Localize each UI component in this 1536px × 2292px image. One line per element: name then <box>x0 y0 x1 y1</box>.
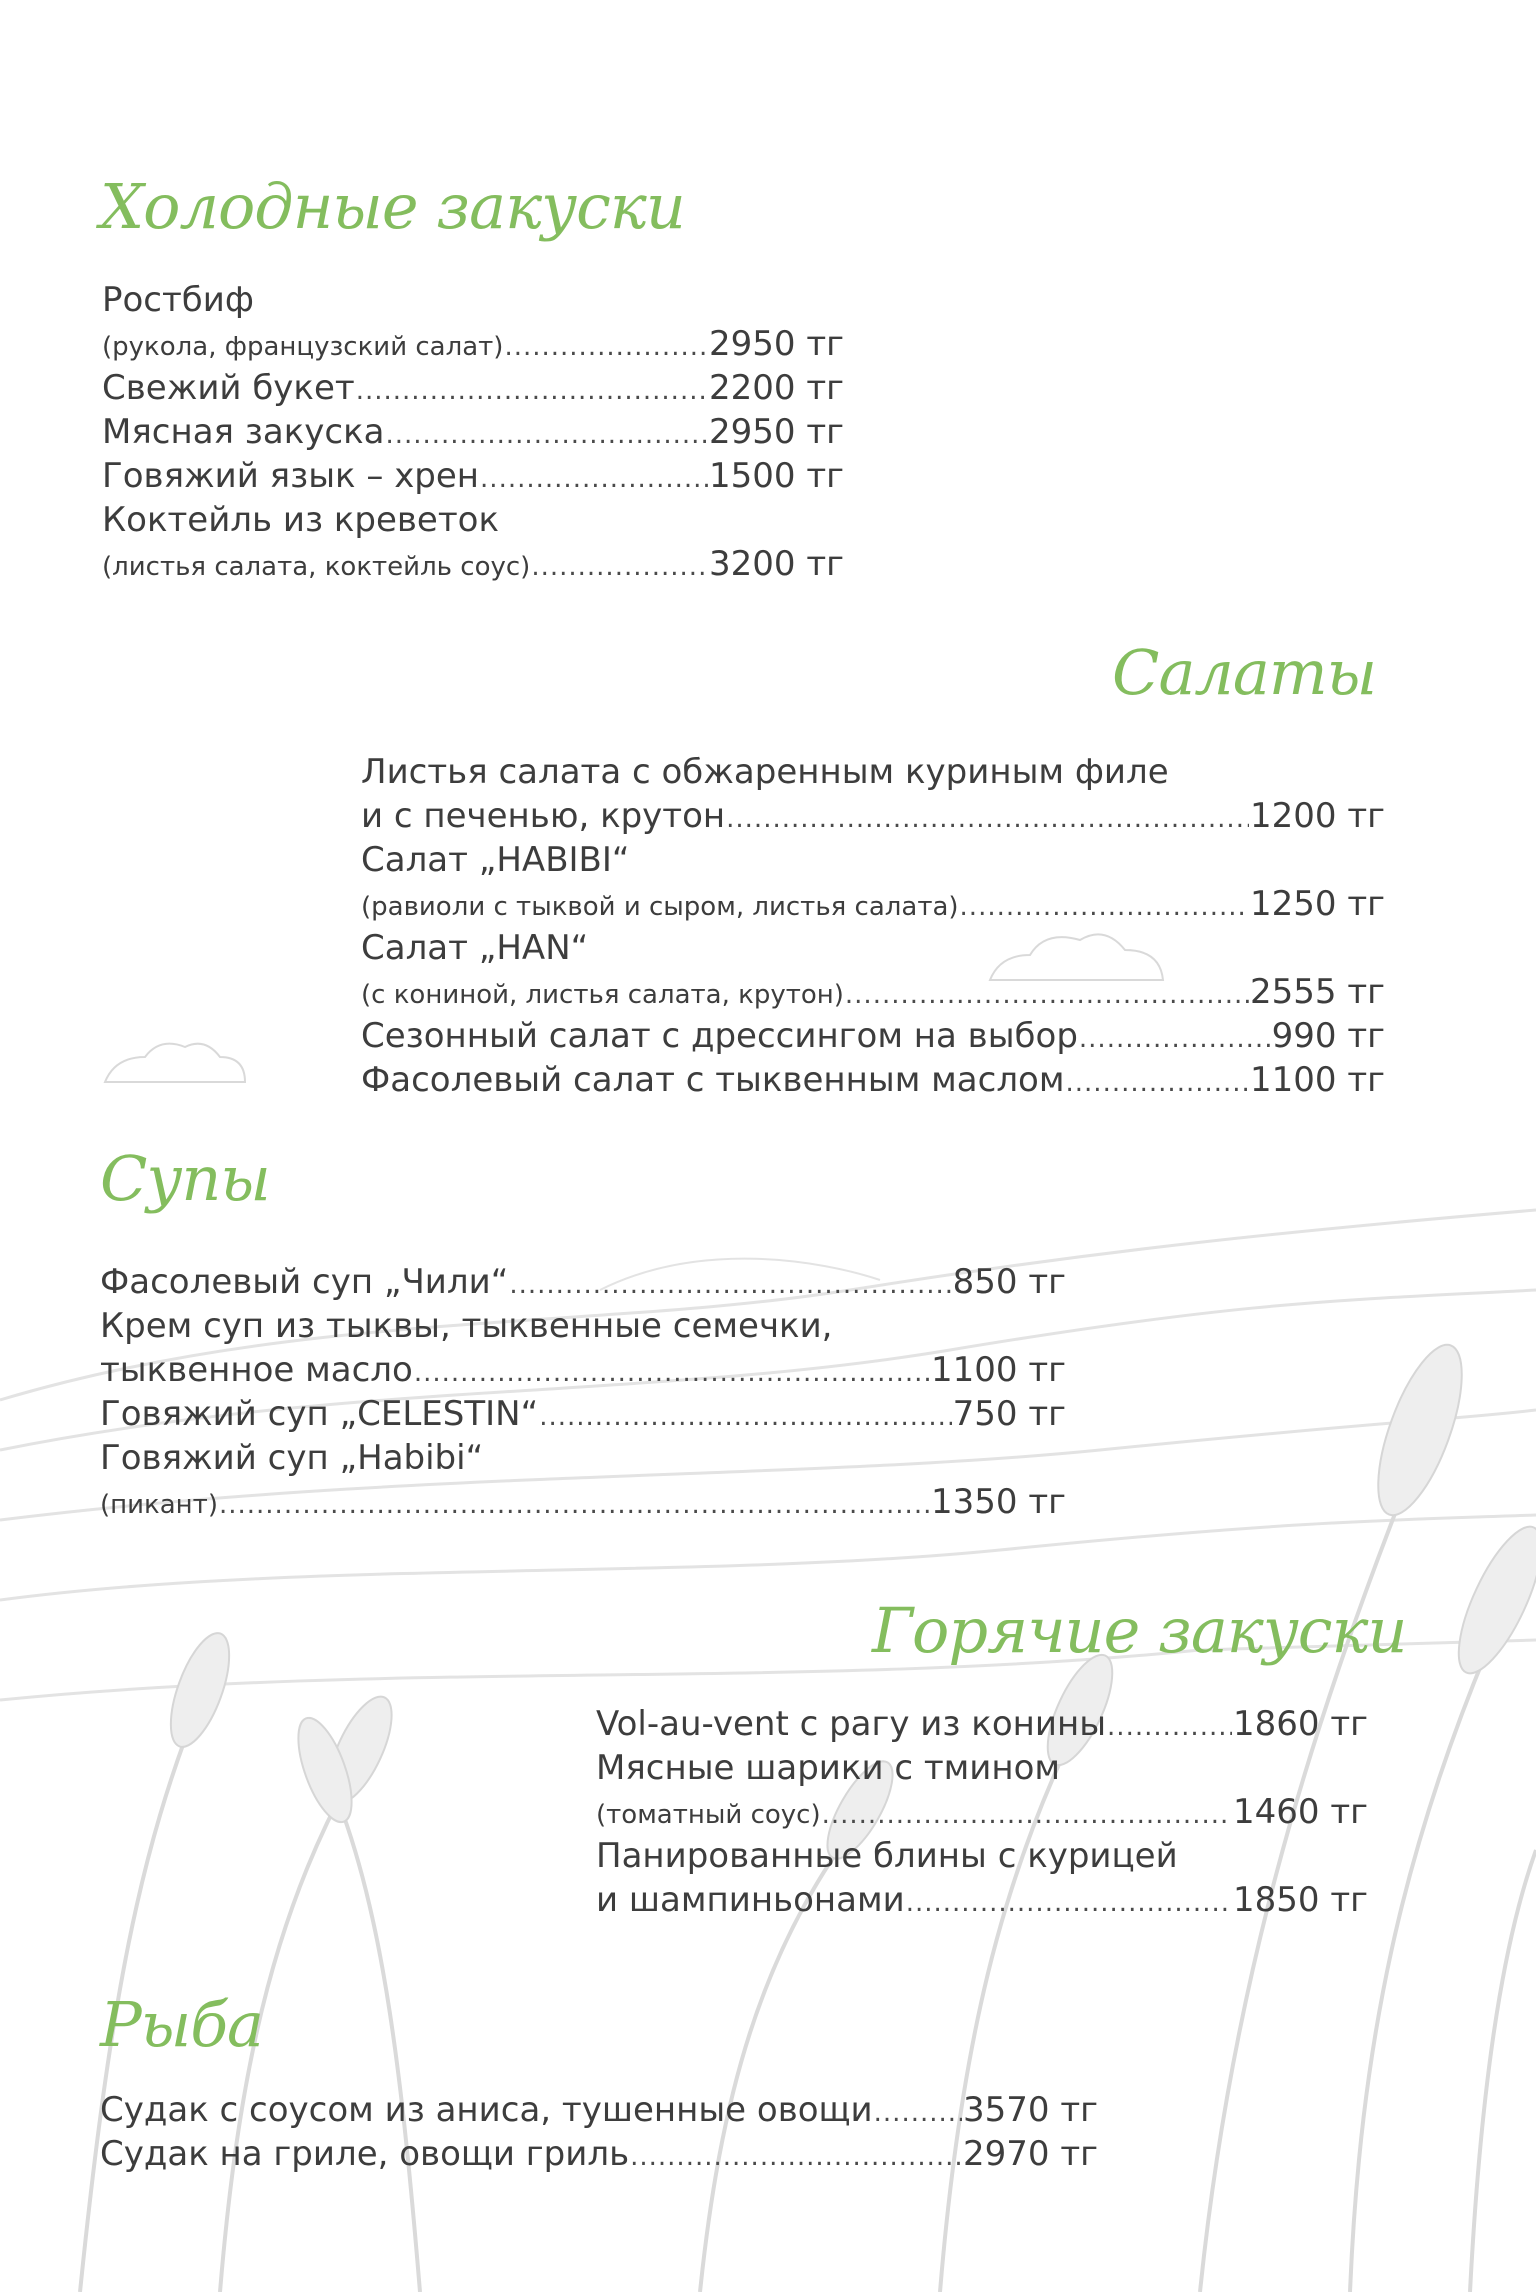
menu-item-vol-au-vent <box>596 1702 1368 1746</box>
menu-item-breaded-pancakes <box>596 1834 1368 1878</box>
menu-item-roast-beef <box>102 278 844 322</box>
item-name: Vol-au-vent с рагу из конины <box>596 1704 1107 1744</box>
menu-item-roast-beef-details <box>102 322 844 366</box>
menu-item-salad-han-details <box>361 970 1385 1014</box>
item-price: 3200 тг <box>708 544 844 584</box>
item-note: (рукола, французский салат) <box>102 332 504 362</box>
item-name: Панированные блины с курицей <box>596 1836 1178 1876</box>
item-price: 1500 тг <box>708 456 844 496</box>
soups-list <box>100 1260 1066 1524</box>
item-price: 750 тг <box>952 1394 1066 1434</box>
item-name: Листья салата с обжаренным куриным филе <box>361 752 1169 792</box>
menu-item-fresh-bouquet <box>102 366 844 410</box>
menu-item-pike-perch-anise <box>100 2088 1098 2132</box>
menu-item-meat-platter <box>102 410 844 454</box>
item-name: Сезонный салат с дрессингом на выбор <box>361 1016 1078 1056</box>
item-note: (листья салата, коктейль соус) <box>102 552 531 582</box>
section-title-fish: Рыба <box>100 1988 264 2061</box>
menu-item-beef-tongue <box>102 454 844 498</box>
section-title-hot-starters: Горячие закуски <box>872 1594 1407 1667</box>
menu-item-shrimp-cocktail-details <box>102 542 844 586</box>
section-cold-starters <box>100 170 685 243</box>
item-price: 1250 тг <box>1249 884 1385 924</box>
salads-list <box>361 750 1385 1102</box>
item-name-cont: тыквенное масло <box>100 1350 413 1390</box>
menu-item-breaded-pancakes-cont <box>596 1878 1368 1922</box>
section-title-soups: Супы <box>100 1142 270 1215</box>
item-price: 2950 тг <box>708 412 844 452</box>
item-name: Фасолевый салат с тыквенным маслом <box>361 1060 1065 1100</box>
menu-item-salad-habibi-details <box>361 882 1385 926</box>
menu-item-shrimp-cocktail <box>102 498 844 542</box>
menu-item-beef-soup-habibi-details <box>100 1480 1066 1524</box>
section-salads <box>1112 636 1377 709</box>
item-price: 1100 тг <box>930 1350 1066 1390</box>
section-hot-starters <box>872 1594 1407 1667</box>
item-name: Фасолевый суп „Чили“ <box>100 1262 509 1302</box>
item-name-cont: и с печенью, крутон <box>361 796 726 836</box>
item-note: (пикант) <box>100 1490 218 1520</box>
item-price: 2950 тг <box>708 324 844 364</box>
cold-starters-list <box>102 278 844 586</box>
item-name: Судак на гриле, овощи гриль <box>100 2134 630 2174</box>
item-name: Салат „HABIBI“ <box>361 840 630 880</box>
menu-item-chicken-liver-salad-cont <box>361 794 1385 838</box>
menu-item-beef-soup-habibi <box>100 1436 1066 1480</box>
menu-item-meatballs <box>596 1746 1368 1790</box>
item-price: 990 тг <box>1271 1016 1385 1056</box>
item-price: 1860 тг <box>1232 1704 1368 1744</box>
item-price: 2200 тг <box>708 368 844 408</box>
item-name: Салат „HAN“ <box>361 928 589 968</box>
item-name: Коктейль из креветок <box>102 500 499 540</box>
item-price: 1460 тг <box>1232 1792 1368 1832</box>
section-title-salads: Салаты <box>1112 636 1377 709</box>
item-name: Говяжий суп „Habibi“ <box>100 1438 484 1478</box>
item-price: 3570 тг <box>962 2090 1098 2130</box>
item-name: Говяжий язык – хрен <box>102 456 480 496</box>
menu-item-pumpkin-cream-soup <box>100 1304 1066 1348</box>
hot-starters-list <box>596 1702 1368 1922</box>
menu-item-bean-salad <box>361 1058 1385 1102</box>
item-name: Свежий букет <box>102 368 355 408</box>
section-fish <box>100 1988 264 2061</box>
menu-item-beef-soup-celestin <box>100 1392 1066 1436</box>
item-name: Ростбиф <box>102 280 254 320</box>
item-note: (равиоли с тыквой и сыром, листья салата) <box>361 892 959 922</box>
item-note: (с кониной, листья салата, крутон) <box>361 980 844 1010</box>
menu-item-pumpkin-cream-soup-cont <box>100 1348 1066 1392</box>
item-price: 1200 тг <box>1249 796 1385 836</box>
item-name-cont: и шампиньонами <box>596 1880 905 1920</box>
item-name: Судак с соусом из аниса, тушенные овощи <box>100 2090 873 2130</box>
section-soups <box>100 1142 270 1215</box>
menu-item-seasonal-salad <box>361 1014 1385 1058</box>
menu-item-salad-habibi <box>361 838 1385 882</box>
menu-item-chicken-liver-salad <box>361 750 1385 794</box>
item-price: 1100 тг <box>1249 1060 1385 1100</box>
menu-item-meatballs-details <box>596 1790 1368 1834</box>
menu-item-grilled-pike-perch <box>100 2132 1098 2176</box>
item-price: 2555 тг <box>1249 972 1385 1012</box>
item-note: (томатный соус) <box>596 1800 821 1830</box>
menu-item-salad-han <box>361 926 1385 970</box>
item-price: 1350 тг <box>930 1482 1066 1522</box>
item-price: 850 тг <box>952 1262 1066 1302</box>
item-price: 2970 тг <box>962 2134 1098 2174</box>
item-price: 1850 тг <box>1232 1880 1368 1920</box>
item-name: Мясные шарики с тмином <box>596 1748 1061 1788</box>
item-name: Крем суп из тыквы, тыквенные семечки, <box>100 1306 833 1346</box>
item-name: Говяжий суп „CELESTIN“ <box>100 1394 539 1434</box>
fish-list <box>100 2088 1098 2176</box>
item-name: Мясная закуска <box>102 412 385 452</box>
section-title-cold-starters: Холодные закуски <box>100 170 685 243</box>
menu-item-chili-bean-soup <box>100 1260 1066 1304</box>
